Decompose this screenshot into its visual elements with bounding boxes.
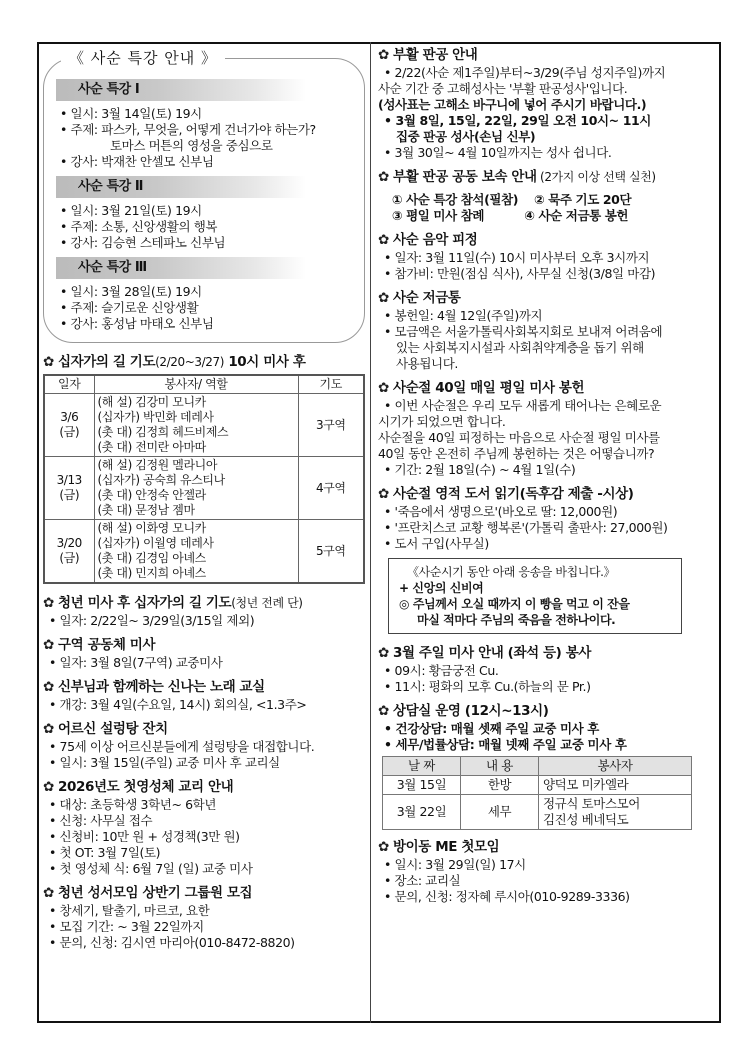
volunteer-name: 양덕모 미카엘라 (543, 777, 629, 792)
chant-box (388, 558, 682, 634)
section-title: 사순절 40일 매일 평일 미사 봉헌 (393, 380, 585, 396)
notice-section (43, 678, 365, 713)
section-line: • 신청비: 10만 원 + 성경책(3만 원) (49, 829, 240, 844)
section-line: • 도서 구입(사무실) (384, 536, 489, 551)
date: 3/6 (60, 410, 79, 424)
roles-cell (94, 394, 298, 457)
role-line: (촛 대) 민지희 아녜스 (97, 566, 206, 580)
section-heading (378, 289, 714, 308)
table-head (383, 757, 692, 776)
section-title: 방이동 ME 첫모임 (393, 839, 500, 855)
date: 3/20 (56, 536, 82, 550)
section-heading (378, 379, 714, 398)
flower-bullet-icon: ✿ (43, 721, 54, 737)
section-line: • 봉헌일: 4월 12일(주일)까지 (384, 308, 543, 323)
chant-line: ◎ 주님께서 오실 때까지 이 빵을 먹고 이 잔을 (399, 597, 630, 611)
section-title: 2026년도 첫영성체 교리 안내 (58, 779, 234, 795)
date-cell: 3월 15일 (383, 776, 461, 795)
weekday: (금) (59, 488, 80, 502)
type-cell: 세무 (461, 795, 539, 830)
cross-way-heading (43, 353, 365, 372)
notice-section (378, 644, 714, 695)
section-line: • 첫 OT: 3월 7일(토) (49, 845, 161, 860)
section-heading (378, 485, 714, 504)
section-title: 십자가의 길 기도 (58, 354, 156, 370)
notice-section (378, 231, 714, 282)
section-line: • 일자: 2/22일~ 3/29일(3/15일 제외) (49, 613, 255, 628)
table-body (383, 776, 692, 830)
flower-bullet-icon: ✿ (378, 47, 389, 63)
section-title: 부활 판공 공동 보속 안내 (393, 169, 537, 185)
section-line: • '프란치스코 교황 행복론'(가톨릭 출판사: 27,000원) (384, 520, 668, 535)
role-line: (촛 대) 전미란 아마따 (97, 440, 206, 454)
lecture-line: • 강사: 홍성남 마태오 신부님 (60, 316, 214, 331)
lecture-line: • 일시: 3월 21일(토) 19시 (60, 203, 202, 218)
section-line: • 세무/법률상담: 매월 넷째 주일 교중 미사 후 (384, 737, 627, 752)
header-row (383, 757, 692, 776)
lecture-line: • 일시: 3월 14일(토) 19시 (60, 106, 202, 121)
lecture-line: • 주제: 슬기로운 신앙생활 (60, 300, 199, 315)
lecture-line: • 주제: 소통, 신앙생활의 행복 (60, 219, 218, 234)
section-line: (성사표는 고해소 바구니에 넣어 주시기 바랍니다.) (378, 97, 647, 112)
section-heading (43, 636, 365, 655)
col-date: 날 짜 (383, 757, 461, 776)
lecture-line: • 강사: 김승현 스테파노 신부님 (60, 235, 226, 250)
flower-bullet-icon: ✿ (378, 486, 389, 502)
section-heading (43, 678, 365, 697)
lecture-band: 사순 특강 Ⅱ (56, 176, 306, 198)
lecture-band: 사순 특강 Ⅲ (56, 257, 306, 279)
column-divider (370, 42, 371, 1023)
notice-section (43, 594, 365, 629)
section-line: • 3월 30일~ 4월 10일까지는 성사 쉽니다. (384, 145, 612, 160)
section-heading (43, 778, 365, 797)
section-title: 구역 공동체 미사 (58, 637, 156, 653)
table-row (383, 795, 692, 830)
col-date: 일자 (44, 375, 94, 394)
section-heading (378, 644, 714, 663)
cross-way-table (43, 374, 365, 584)
flower-bullet-icon: ✿ (43, 354, 54, 370)
section-heading (378, 702, 714, 721)
notice-section (43, 884, 365, 951)
section-subtitle: (청년 전례 단) (231, 596, 303, 610)
section-line: • 개강: 3월 4일(수요일, 14시) 회의실, <1.3주> (49, 697, 307, 712)
section-heading (43, 720, 365, 739)
role-line: (촛 대) 김정희 헤드비제스 (97, 425, 229, 439)
notice-section (378, 838, 714, 905)
section-line: • 3월 8일, 15일, 22일, 29일 오전 10시~ 11시 (384, 113, 651, 128)
section-line: 있는 사회복지시설과 사회취약계층을 돕기 위해 (396, 340, 644, 355)
table-row (44, 520, 364, 584)
section-title: 3월 주일 미사 안내 (좌석 등) 봉사 (393, 645, 592, 661)
col-type: 내 용 (461, 757, 539, 776)
col-roles: 봉사자/ 역할 (94, 375, 298, 394)
section-line: • 2/22(사순 제1주일)부터~3/29(주님 성지주일)까지 (384, 65, 666, 80)
role-line: (촛 대) 문정남 젬마 (97, 503, 195, 517)
flower-bullet-icon: ✿ (43, 779, 54, 795)
section-line: • 모집 기간: ~ 3월 22일까지 (49, 919, 204, 934)
col-prayer: 기도 (298, 375, 364, 394)
notice-section (43, 636, 365, 671)
section-line: ① 사순 특강 참석(필참) ② 묵주 기도 20단 (392, 192, 632, 207)
role-line: (십자가) 박민화 데레사 (97, 410, 214, 424)
section-subtitle: (2/20~3/27) (155, 355, 225, 369)
section-line: • 창세기, 탈출기, 마르코, 요한 (49, 903, 210, 918)
section-title-tail: 10시 미사 후 (224, 354, 306, 370)
section-title: 상담실 운영 (12시~13시) (393, 703, 549, 719)
flower-bullet-icon: ✿ (378, 169, 389, 185)
role-line: (촛 대) 김경임 아녜스 (97, 551, 206, 565)
role-line: (십자가) 공숙희 유스티나 (97, 473, 225, 487)
chant-line: 마실 적마다 주님의 죽음을 전하나이다. (417, 613, 616, 627)
flower-bullet-icon: ✿ (378, 290, 389, 306)
notice-section (378, 485, 714, 634)
section-line: • 신청: 사무실 접수 (49, 813, 153, 828)
section-line: • 11시: 평화의 모후 Cu.(하늘의 문 Pr.) (384, 679, 591, 694)
section-heading (378, 168, 714, 187)
section-line: ③ 평일 미사 참례 ④ 사순 저금통 봉헌 (392, 208, 629, 223)
notice-section (378, 46, 714, 161)
section-title: 사순 음악 피정 (393, 232, 478, 248)
roles-cell (94, 520, 298, 584)
section-title: 청년 미사 후 십자가의 길 기도 (58, 595, 232, 611)
table-row (44, 394, 364, 457)
section-line: 40일 동안 온전히 주님께 봉헌하는 것은 어떻습니까? (378, 446, 655, 461)
section-line: • 일시: 3월 15일(주일) 교중 미사 후 교리실 (49, 755, 280, 770)
role-line: (해 설) 김강미 모니카 (97, 395, 206, 409)
section-heading (378, 838, 714, 857)
section-line: • 모금액은 서울가톨릭사회복지회로 보내져 어려움에 (384, 324, 663, 339)
chant-title: 《사순시기 동안 아래 응송을 바칩니다.》 (407, 565, 616, 579)
date-cell: 3월 22일 (383, 795, 461, 830)
section-line: • '죽음에서 생명으로'(바오로 딸: 12,000원) (384, 504, 618, 519)
section-heading (378, 231, 714, 250)
type-cell: 한방 (461, 776, 539, 795)
cross-way-section (43, 353, 365, 584)
section-line: 시기가 되었으면 합니다. (378, 414, 506, 429)
section-line: • 건강상담: 매월 셋째 주일 교중 미사 후 (384, 721, 599, 736)
date: 3/13 (56, 473, 82, 487)
section-line: • 09시: 황금궁전 Cu. (384, 663, 499, 678)
lecture-line: 토마스 머튼의 영성을 중심으로 (110, 138, 273, 153)
notice-section (378, 168, 714, 224)
notice-section (43, 778, 365, 877)
volunteer-name: 정규식 토마스모어 (543, 796, 640, 811)
volunteer-cell (539, 776, 692, 795)
section-line: 사순절을 40일 피정하는 마음으로 사순절 평일 미사를 (378, 430, 660, 445)
weekday: (금) (59, 551, 80, 565)
section-line: • 문의, 신청: 김시연 마리아(010-8472-8820) (49, 935, 295, 950)
section-title: 부활 판공 안내 (393, 47, 478, 63)
chant-line: + 신앙의 신비여 (399, 581, 484, 595)
section-line: • 기간: 2월 18일(수) ~ 4월 1일(수) (384, 462, 576, 477)
section-line: • 일시: 3월 29일(일) 17시 (384, 857, 526, 872)
notice-section (378, 379, 714, 478)
lecture-section (43, 48, 365, 343)
counsel-table (382, 756, 692, 830)
section-title: 신부님과 함께하는 신나는 노래 교실 (58, 679, 265, 695)
lecture-line: • 일시: 3월 28일(토) 19시 (60, 284, 202, 299)
section-line: 집중 판공 성사(손님 신부) (396, 129, 536, 144)
flower-bullet-icon: ✿ (43, 637, 54, 653)
notice-section (378, 702, 714, 830)
flower-bullet-icon: ✿ (43, 595, 54, 611)
section-line: 사용됩니다. (396, 356, 458, 371)
flower-bullet-icon: ✿ (378, 645, 389, 661)
weekday: (금) (59, 425, 80, 439)
lecture-line: • 주제: 파스카, 무엇을, 어떻게 건너가야 하는가? (60, 122, 316, 137)
role-line: (해 설) 김정원 멜라니아 (97, 458, 218, 472)
section-line: • 일자: 3월 8일(7구역) 교중미사 (49, 655, 223, 670)
role-line: (촛 대) 안정숙 안젤라 (97, 488, 206, 502)
volunteer-cell (539, 795, 692, 830)
flower-bullet-icon: ✿ (378, 703, 389, 719)
section-line: • 이번 사순절은 우리 모두 새롭게 태어나는 은혜로운 (384, 398, 662, 413)
section-line: • 장소: 교리실 (384, 873, 461, 888)
table-row (383, 776, 692, 795)
section-heading (43, 884, 365, 903)
flower-bullet-icon: ✿ (378, 839, 389, 855)
notice-section (378, 289, 714, 372)
notice-section (43, 720, 365, 771)
lecture-line: • 강사: 박재찬 안셀모 신부님 (60, 154, 214, 169)
flower-bullet-icon: ✿ (378, 380, 389, 396)
col-volunteer: 봉사자 (539, 757, 692, 776)
flower-bullet-icon: ✿ (43, 885, 54, 901)
zone-cell: 5구역 (298, 520, 364, 584)
date-cell (44, 394, 94, 457)
section-line: • 참가비: 만원(점심 식사), 사무실 신청(3/8일 마감) (384, 266, 656, 281)
section-title: 어르신 설렁탕 잔치 (58, 721, 168, 737)
left-column (43, 48, 365, 958)
section-heading (43, 594, 365, 613)
volunteer-name: 김진성 베네딕도 (543, 812, 629, 827)
lecture-band: 사순 특강 Ⅰ (56, 79, 306, 101)
section-title: 사순절 영적 도서 읽기(독후감 제출 -시상) (393, 486, 634, 502)
zone-cell: 4구역 (298, 457, 364, 520)
roles-cell (94, 457, 298, 520)
right-column (378, 46, 714, 912)
lecture-box (43, 58, 365, 343)
date-cell (44, 457, 94, 520)
section-heading (378, 46, 714, 65)
lecture-title: 《 사순 특강 안내 》 (61, 48, 225, 68)
flower-bullet-icon: ✿ (43, 679, 54, 695)
section-title: 청년 성서모임 상반기 그룹원 모집 (58, 885, 253, 901)
section-line: 사순 기간 중 고해성사는 '부활 판공성사'입니다. (378, 81, 628, 96)
section-line: • 일자: 3월 11일(수) 10시 미사부터 오후 3시까지 (384, 250, 650, 265)
role-line: (해 설) 이화영 모니카 (97, 521, 206, 535)
section-line: • 첫 영성체 식: 6월 7일 (일) 교중 미사 (49, 861, 253, 876)
section-line: • 75세 이상 어르신분들에게 설렁탕을 대접합니다. (49, 739, 315, 754)
date-cell (44, 520, 94, 584)
role-line: (십자가) 이월영 데레사 (97, 536, 214, 550)
section-title: 사순 저금통 (393, 290, 461, 306)
table-row (44, 457, 364, 520)
section-subtitle: (2가지 이상 선택 실천) (536, 170, 656, 184)
zone-cell: 3구역 (298, 394, 364, 457)
section-line: • 대상: 초등학생 3학년~ 6학년 (49, 797, 217, 812)
flower-bullet-icon: ✿ (378, 232, 389, 248)
section-line: • 문의, 신청: 정자혜 루시아(010-9289-3336) (384, 889, 630, 904)
